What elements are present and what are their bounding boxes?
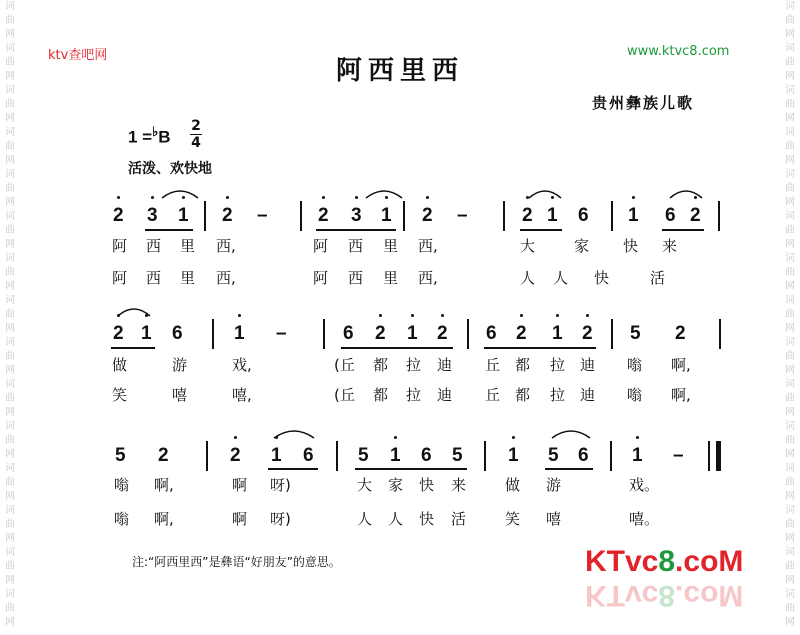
watermark-char: 词 [5, 127, 15, 138]
note: 5 [115, 445, 126, 466]
slur [272, 426, 316, 440]
note: 5 [630, 323, 641, 344]
octave-dot [636, 436, 639, 439]
note: 1 [628, 205, 639, 226]
lyric: 游 [546, 476, 562, 494]
lyric: 快 [594, 269, 610, 287]
lyric: 丘 [485, 386, 501, 404]
watermark-char: 网 [785, 113, 795, 124]
logo-reflection [585, 578, 743, 612]
final-barline-thick [716, 441, 721, 471]
lyric: 嗡 [114, 476, 130, 494]
watermark-char: 曲 [785, 267, 795, 278]
lyric: 大 [520, 237, 536, 255]
note: 1 [271, 445, 282, 466]
lyric: 都 [515, 386, 531, 404]
watermark-char: 词 [5, 463, 15, 474]
key-note: B [158, 127, 171, 147]
watermark-char: 曲 [5, 393, 15, 404]
lyric: 啊 [232, 476, 248, 494]
lyric: 嘻。 [629, 510, 660, 528]
watermark-char: 词 [785, 295, 795, 306]
lyric: 嗡 [627, 356, 643, 374]
lyric: 迪 [437, 356, 453, 374]
watermark-char: 词 [785, 589, 795, 600]
watermark-char: 曲 [785, 393, 795, 404]
watermark-char: 网 [785, 71, 795, 82]
note: 2 [675, 323, 686, 344]
watermark-char: 曲 [5, 141, 15, 152]
watermark-char: 词 [5, 253, 15, 264]
watermark-char: 网 [785, 281, 795, 292]
watermark-char: 网 [5, 239, 15, 250]
barline [719, 319, 721, 349]
lyric: 拉 [550, 386, 566, 404]
watermark-char: 网 [785, 365, 795, 376]
lyric: 丘 [485, 356, 501, 374]
lyric: 里 [180, 237, 196, 255]
lyric: 迪 [580, 386, 596, 404]
lyric: 阿 [112, 237, 128, 255]
watermark-char: 词 [785, 1, 795, 12]
lyric: 呀) [270, 510, 291, 528]
lyric: 西 [348, 237, 364, 255]
watermark-char: 词 [785, 43, 795, 54]
lyric: 啊, [671, 356, 691, 374]
barline [336, 441, 338, 471]
lyric: 来 [451, 476, 467, 494]
barline [467, 319, 469, 349]
watermark-char: 词 [5, 589, 15, 600]
note: 6 [421, 445, 432, 466]
lyric: 游 [172, 356, 188, 374]
lyric: 阿 [112, 269, 128, 287]
note: 2 [690, 205, 701, 226]
watermark-char: 网 [5, 29, 15, 40]
octave-dot [426, 196, 429, 199]
watermark-char: 曲 [785, 351, 795, 362]
note: 3 [147, 205, 158, 226]
note: 1 [234, 323, 245, 344]
watermark-char: 网 [5, 491, 15, 502]
watermark-char: 网 [5, 449, 15, 460]
side-watermark-left [2, 0, 18, 635]
watermark-char: 曲 [785, 183, 795, 194]
barline [503, 201, 505, 231]
lyric: 家 [574, 237, 590, 255]
note: 2 [222, 205, 233, 226]
barline [300, 201, 302, 231]
watermark-char: 词 [785, 253, 795, 264]
octave-dot [556, 314, 559, 317]
lyric: 里 [383, 237, 399, 255]
note: 5 [548, 445, 559, 466]
flat-sign: ♭ [152, 124, 159, 139]
watermark-char: 曲 [5, 57, 15, 68]
watermark-char: 曲 [785, 435, 795, 446]
watermark-char: 网 [785, 617, 795, 628]
watermark-char: 曲 [5, 561, 15, 572]
slur [160, 186, 200, 200]
lyric: 人 [388, 510, 404, 528]
barline [403, 201, 405, 231]
dash: – [457, 205, 468, 226]
note: 1 [552, 323, 563, 344]
time-top: 2 [191, 118, 201, 134]
octave-dot [117, 196, 120, 199]
logo-reflection-c: .coM [675, 579, 744, 612]
lyric: 来 [662, 237, 678, 255]
note: 1 [381, 205, 392, 226]
barline [323, 319, 325, 349]
note: 5 [452, 445, 463, 466]
note: 1 [178, 205, 189, 226]
octave-dot [238, 314, 241, 317]
time-bottom: 4 [191, 135, 201, 151]
octave-dot [151, 196, 154, 199]
lyric: 阿 [313, 269, 329, 287]
lyric: 拉 [550, 356, 566, 374]
slur [116, 304, 152, 318]
watermark-char: 网 [785, 197, 795, 208]
note: 6 [578, 205, 589, 226]
song-origin: 贵州彝族儿歌 [592, 94, 695, 112]
lyric: 迪 [437, 386, 453, 404]
lyric: 戏, [232, 356, 252, 374]
site-name-left[interactable]: ktv查吧网 [48, 48, 108, 63]
watermark-char: 词 [785, 337, 795, 348]
octave-dot [441, 314, 444, 317]
note: 1 [508, 445, 519, 466]
lyric: 西 [146, 269, 162, 287]
watermark-char: 网 [5, 281, 15, 292]
watermark-char: 词 [5, 295, 15, 306]
watermark-char: 曲 [5, 309, 15, 320]
octave-dot [226, 196, 229, 199]
logo-reflection-a: KTvc [585, 579, 659, 612]
watermark-char: 词 [5, 379, 15, 390]
lyric: 家 [388, 476, 404, 494]
lyric: 快 [419, 476, 435, 494]
lyric: 迪 [580, 356, 596, 374]
beam [145, 229, 193, 231]
barline [611, 201, 613, 231]
dash: – [257, 205, 268, 226]
watermark-char: 网 [785, 491, 795, 502]
watermark-char: 网 [785, 575, 795, 586]
barline [610, 441, 612, 471]
watermark-char: 词 [785, 169, 795, 180]
note: 3 [351, 205, 362, 226]
watermark-char: 曲 [5, 267, 15, 278]
beam [355, 468, 467, 470]
octave-dot [379, 314, 382, 317]
note: 1 [141, 323, 152, 344]
watermark-char: 网 [5, 365, 15, 376]
watermark-char: 词 [785, 211, 795, 222]
watermark-char: 网 [785, 239, 795, 250]
note: 2 [375, 323, 386, 344]
logo-reflection-b: 8 [658, 579, 676, 612]
watermark-char: 词 [785, 127, 795, 138]
site-url-right[interactable]: www.ktvc8.com [627, 44, 730, 59]
watermark-char: 网 [5, 113, 15, 124]
footnote: 注:“阿西里西”是彝语“好朋友”的意思。 [132, 555, 341, 569]
watermark-char: 网 [5, 155, 15, 166]
side-watermark-right [782, 0, 798, 635]
beam [662, 229, 704, 231]
watermark-char: 网 [5, 323, 15, 334]
watermark-char: 网 [785, 29, 795, 40]
lyric: 快 [623, 237, 639, 255]
octave-dot [394, 436, 397, 439]
lyric: 呀) [270, 476, 291, 494]
dash: – [673, 445, 684, 466]
watermark-char: 词 [5, 421, 15, 432]
watermark-char: 曲 [785, 57, 795, 68]
octave-dot [512, 436, 515, 439]
barline [212, 319, 214, 349]
note: 2 [422, 205, 433, 226]
watermark-char: 网 [5, 575, 15, 586]
watermark-char: 曲 [5, 99, 15, 110]
dash: – [276, 323, 287, 344]
watermark-char: 网 [785, 155, 795, 166]
note: 1 [407, 323, 418, 344]
octave-dot [355, 196, 358, 199]
lyric: 笑 [505, 510, 521, 528]
barline [204, 201, 206, 231]
watermark-char: 曲 [785, 141, 795, 152]
lyric: 都 [373, 356, 389, 374]
watermark-char: 词 [785, 463, 795, 474]
lyric: 啊 [232, 510, 248, 528]
watermark-char: 曲 [785, 15, 795, 26]
watermark-char: 曲 [5, 603, 15, 614]
watermark-char: 曲 [5, 519, 15, 530]
watermark-char: 词 [785, 421, 795, 432]
watermark-char: 网 [785, 449, 795, 460]
slur [550, 426, 592, 440]
beam [520, 229, 562, 231]
note: 6 [578, 445, 589, 466]
note: 2 [113, 205, 124, 226]
note: 6 [665, 205, 676, 226]
octave-dot [520, 314, 523, 317]
watermark-char: 词 [5, 547, 15, 558]
lyric: 人 [357, 510, 373, 528]
key-signature [128, 124, 171, 148]
lyric: 嗡 [114, 510, 130, 528]
watermark-char: 网 [785, 533, 795, 544]
watermark-char: 曲 [785, 561, 795, 572]
lyric: 嘻 [546, 510, 562, 528]
note: 2 [437, 323, 448, 344]
lyric: 做 [505, 476, 521, 494]
logo-part-b: 8 [658, 545, 676, 578]
watermark-char: 词 [5, 169, 15, 180]
watermark-char: 曲 [5, 183, 15, 194]
note: 2 [582, 323, 593, 344]
lyric: 啊, [671, 386, 691, 404]
lyric: 笑 [112, 386, 128, 404]
watermark-char: 词 [785, 379, 795, 390]
note: 2 [318, 205, 329, 226]
barline [718, 201, 720, 231]
octave-dot [586, 314, 589, 317]
lyric: 大 [357, 476, 373, 494]
watermark-char: 词 [5, 85, 15, 96]
note: 2 [522, 205, 533, 226]
watermark-char: 曲 [5, 225, 15, 236]
octave-dot [322, 196, 325, 199]
note: 6 [172, 323, 183, 344]
watermark-char: 网 [5, 197, 15, 208]
note: 6 [303, 445, 314, 466]
time-signature [190, 118, 202, 151]
beam [111, 347, 155, 349]
lyric: 都 [515, 356, 531, 374]
lyric: 嘻, [232, 386, 252, 404]
barline [611, 319, 613, 349]
watermark-char: 曲 [785, 477, 795, 488]
lyric: 啊, [154, 510, 174, 528]
lyric: 西, [216, 269, 236, 287]
watermark-char: 曲 [5, 435, 15, 446]
lyric: 西 [146, 237, 162, 255]
octave-dot [411, 314, 414, 317]
note: 2 [158, 445, 169, 466]
watermark-char: 网 [5, 533, 15, 544]
watermark-char: 曲 [785, 603, 795, 614]
lyric: 嗡 [627, 386, 643, 404]
lyric: 西, [418, 237, 438, 255]
lyric: 拉 [406, 386, 422, 404]
slur [364, 186, 404, 200]
song-title: 阿西里西 [335, 56, 464, 86]
lyric: 做 [112, 356, 128, 374]
watermark-char: 词 [5, 505, 15, 516]
lyric: 里 [383, 269, 399, 287]
logo-part-a: KTvc [585, 545, 659, 578]
lyric: 都 [373, 386, 389, 404]
note: 2 [516, 323, 527, 344]
lyric: 人 [553, 269, 569, 287]
watermark-char: 词 [5, 211, 15, 222]
watermark-char: 曲 [785, 225, 795, 236]
lyric: 快 [419, 510, 435, 528]
lyric: (丘 [334, 386, 355, 404]
lyric: 活 [451, 510, 467, 528]
lyric: 戏。 [629, 476, 660, 494]
lyric: 西, [216, 237, 236, 255]
note: 1 [547, 205, 558, 226]
octave-dot [234, 436, 237, 439]
watermark-char: 词 [785, 505, 795, 516]
note: 2 [230, 445, 241, 466]
lyric: 拉 [406, 356, 422, 374]
note: 6 [343, 323, 354, 344]
watermark-char: 词 [5, 337, 15, 348]
watermark-char: 曲 [5, 15, 15, 26]
key-label: 1 = [128, 127, 153, 147]
lyric: 人 [520, 269, 536, 287]
octave-dot [632, 196, 635, 199]
lyric: (丘 [334, 356, 355, 374]
beam [545, 468, 593, 470]
lyric: 里 [180, 269, 196, 287]
note: 6 [486, 323, 497, 344]
watermark-char: 词 [785, 85, 795, 96]
watermark-char: 词 [5, 1, 15, 12]
watermark-char: 曲 [785, 519, 795, 530]
note: 5 [358, 445, 369, 466]
lyric: 西, [418, 269, 438, 287]
watermark-char: 曲 [785, 99, 795, 110]
watermark-char: 网 [5, 617, 15, 628]
lyric: 西 [348, 269, 364, 287]
lyric: 活 [650, 269, 666, 287]
note: 1 [390, 445, 401, 466]
logo-part-c: .coM [675, 545, 744, 578]
barline [206, 441, 208, 471]
beam [316, 229, 396, 231]
slur [527, 186, 563, 200]
watermark-char: 网 [5, 71, 15, 82]
watermark-char: 网 [785, 407, 795, 418]
barline [484, 441, 486, 471]
note: 2 [113, 323, 124, 344]
watermark-char: 网 [785, 323, 795, 334]
beam [484, 347, 596, 349]
watermark-char: 曲 [5, 351, 15, 362]
watermark-char: 词 [5, 43, 15, 54]
tempo-marking: 活泼、欢快地 [128, 161, 212, 177]
lyric: 啊, [154, 476, 174, 494]
watermark-char: 曲 [5, 477, 15, 488]
beam [268, 468, 318, 470]
beam [341, 347, 453, 349]
watermark-char: 网 [5, 407, 15, 418]
lyric: 嘻 [172, 386, 188, 404]
site-logo[interactable] [585, 545, 743, 579]
lyric: 阿 [313, 237, 329, 255]
final-barline-thin [708, 441, 710, 471]
watermark-char: 曲 [785, 309, 795, 320]
slur [668, 186, 704, 200]
watermark-char: 词 [785, 547, 795, 558]
note: 1 [632, 445, 643, 466]
